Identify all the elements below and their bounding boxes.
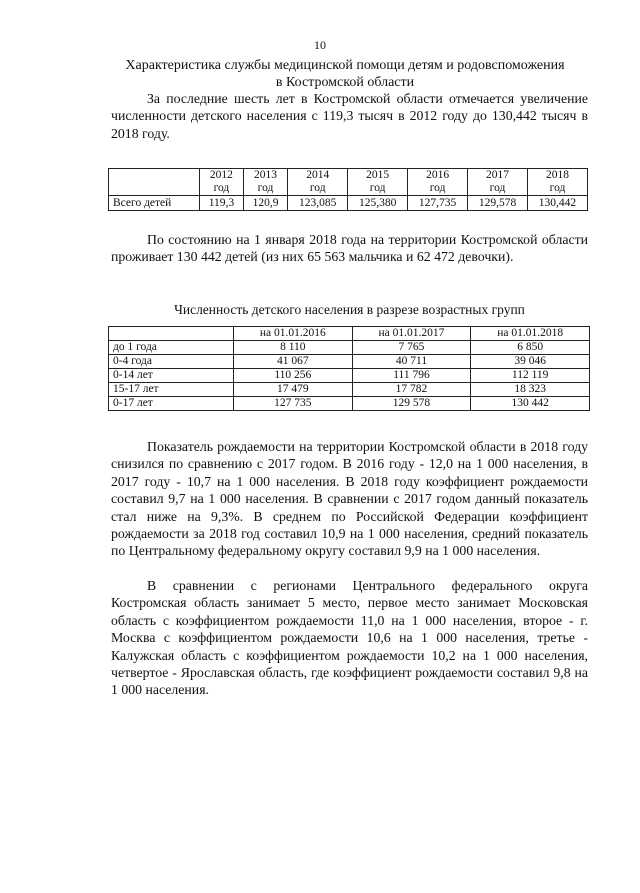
year-header-cell: 2014 год xyxy=(288,169,348,196)
section-title xyxy=(95,57,595,91)
value-cell: 119,3 xyxy=(200,196,244,211)
table-row xyxy=(109,369,590,383)
value-cell: 120,9 xyxy=(243,196,287,211)
year-header-cell: 2013 год xyxy=(243,169,287,196)
value-cell: 6 850 xyxy=(471,341,590,355)
date-header-cell: на 01.01.2016 xyxy=(234,327,353,341)
year-header-cell: 2018 год xyxy=(527,169,587,196)
value-cell: 41 067 xyxy=(234,355,353,369)
age-group-label: 0-17 лет xyxy=(109,397,234,411)
page-number: 10 xyxy=(314,38,326,52)
value-cell: 17 479 xyxy=(234,383,353,397)
table-row xyxy=(109,355,590,369)
value-cell: 130,442 xyxy=(527,196,587,211)
value-cell: 127 735 xyxy=(234,397,353,411)
paragraph-birth-rate: Показатель рождаемости на территории Костромской области в 2018 году снизился по сравнению с 2017 годом. В 2016 году - 12,0 на 1 000 населения, в 2017 году - 10,7 на 1 000 населения. В 2018 году коэффициент рождаемости составил 9,7 на 1 000 населения. В сравнении с 2017 годом данный показатель стал ниже на 9,3%. В среднем по Российской Федерации коэффициент рождаемости за 2018 год составил 10,9 на 1 000 населения, средний показатель по Центральному федеральному округу составил 9,9 на 1 000 населения. xyxy=(111,439,588,559)
paragraph-region-ranking: В сравнении с регионами Центрального федерального округа Костромская область занимает 5 место, первое место занимает Московская область с коэффициентом рождаемости 11,0 на 1 000 населения, второе - г. Москва с коэффициентом рождаемости 10,6 на 1 000 населения, третье - Калужская область с коэффициентом рождаемости 10,2 на 1 000 населения, четвертое - Ярославская область, где коэффициент рождаемости составил 9,8 на 1 000 населения. xyxy=(111,578,588,698)
paragraph-population-as-of-2018: По состоянию на 1 января 2018 года на территории Костромской области проживает 130 442 детей (из них 65 563 мальчика и 62 472 девочки). xyxy=(111,232,588,265)
table-row xyxy=(109,383,590,397)
table-header-row xyxy=(109,327,590,341)
date-header-cell: на 01.01.2017 xyxy=(352,327,471,341)
table-row xyxy=(109,196,588,211)
age-group-label: 15-17 лет xyxy=(109,383,234,397)
age-group-label: 0-14 лет xyxy=(109,369,234,383)
section-title-line-1: Характеристика службы медицинской помощи детям и родовспоможения xyxy=(125,58,565,73)
table-row xyxy=(109,341,590,355)
year-header-cell: 2017 год xyxy=(468,169,528,196)
value-cell: 125,380 xyxy=(348,196,408,211)
year-header-cell: 2012 год xyxy=(200,169,244,196)
age-group-label: до 1 года xyxy=(109,341,234,355)
value-cell: 111 796 xyxy=(352,369,471,383)
table-corner-cell xyxy=(109,327,234,341)
table-row xyxy=(109,397,590,411)
value-cell: 112 119 xyxy=(471,369,590,383)
table-header-row xyxy=(109,169,588,196)
year-header-cell: 2015 год xyxy=(348,169,408,196)
value-cell: 39 046 xyxy=(471,355,590,369)
row-label-cell: Всего детей xyxy=(109,196,200,211)
table-corner-cell xyxy=(109,169,200,196)
value-cell: 18 323 xyxy=(471,383,590,397)
paragraph-child-population-growth: За последние шесть лет в Костромской области отмечается увеличение численности детского населения с 119,3 тысяч в 2012 году до 130,442 тысяч в 2018 году. xyxy=(111,91,588,141)
age-group-label: 0-4 года xyxy=(109,355,234,369)
value-cell: 8 110 xyxy=(234,341,353,355)
value-cell: 130 442 xyxy=(471,397,590,411)
date-header-cell: на 01.01.2018 xyxy=(471,327,590,341)
value-cell: 129,578 xyxy=(468,196,528,211)
value-cell: 127,735 xyxy=(408,196,468,211)
value-cell: 110 256 xyxy=(234,369,353,383)
age-groups-table xyxy=(108,326,590,411)
value-cell: 129 578 xyxy=(352,397,471,411)
table-caption: Численность детского населения в разрезе возрастных групп xyxy=(174,302,525,317)
value-cell: 17 782 xyxy=(352,383,471,397)
year-header-cell: 2016 год xyxy=(408,169,468,196)
value-cell: 40 711 xyxy=(352,355,471,369)
section-title-line-2: в Костромской области xyxy=(275,75,415,90)
value-cell: 123,085 xyxy=(288,196,348,211)
child-population-by-year-table xyxy=(108,168,588,211)
value-cell: 7 765 xyxy=(352,341,471,355)
